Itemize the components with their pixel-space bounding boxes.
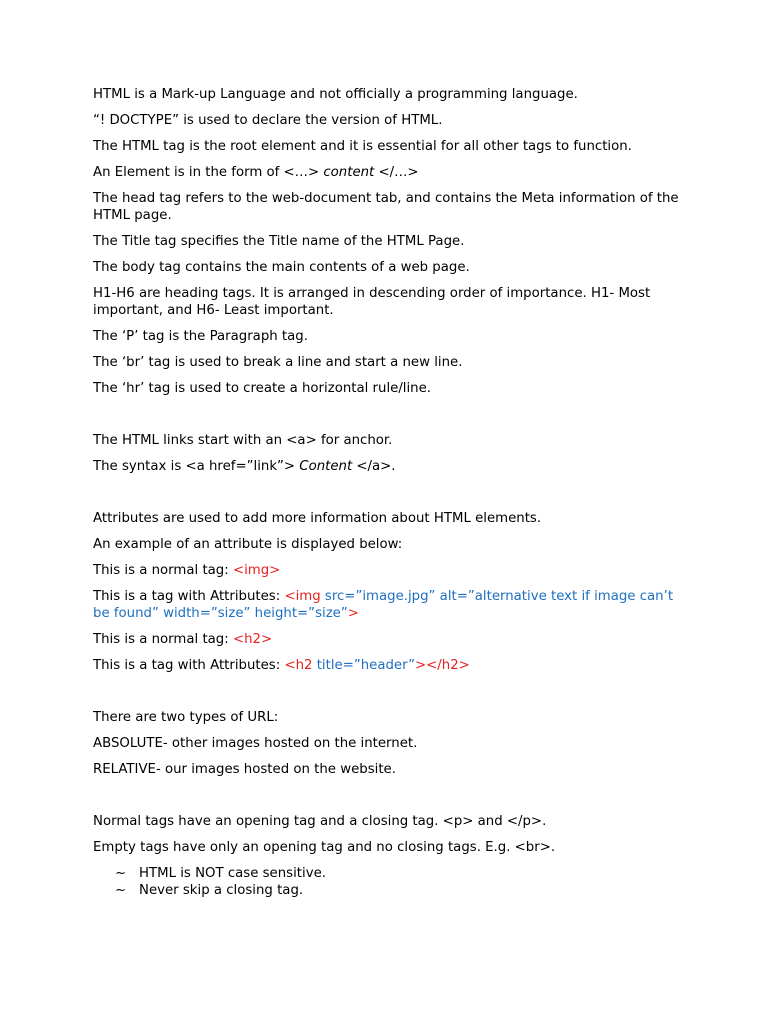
img-close-code: > <box>347 606 359 621</box>
element-form-after: </…> <box>374 165 419 180</box>
h2-attributes-code: title=”header” <box>312 658 416 673</box>
list-item-text: HTML is NOT case sensitive. <box>139 866 326 881</box>
paragraph-br-tag: The ‘br’ tag is used to break a line and start a new line. <box>93 355 463 370</box>
paragraph-normal-img-tag <box>93 562 683 579</box>
h2-tag-code: <h2> <box>232 632 273 647</box>
paragraph-title-tag: The Title tag specifies the Title name of the HTML Page. <box>93 234 465 249</box>
link-syntax-content: Content <box>299 459 353 474</box>
paragraph-url-absolute: ABSOLUTE- other images hosted on the internet. <box>93 736 418 751</box>
paragraph-h2-with-attributes <box>93 657 683 674</box>
paragraph-doctype: “! DOCTYPE” is used to declare the version of HTML. <box>93 113 443 128</box>
element-form-before: An Element is in the form of <…> <box>93 165 324 180</box>
list-item-text: Never skip a closing tag. <box>139 883 304 898</box>
paragraph-url-intro: There are two types of URL: <box>93 710 279 725</box>
paragraph-html-tag: The HTML tag is the root element and it is essential for all other tags to function. <box>93 139 632 154</box>
h2-open-code: <h2 <box>284 658 313 673</box>
paragraph-attributes-example-intro: An example of an attribute is displayed below: <box>93 537 403 552</box>
attributes-tag-label: This is a tag with Attributes: <box>93 589 285 604</box>
paragraph-body-tag: The body tag contains the main contents of a web page. <box>93 260 470 275</box>
paragraph-hr-tag: The ‘hr’ tag is used to create a horizontal rule/line. <box>93 381 432 396</box>
attributes-tag-label: This is a tag with Attributes: <box>93 658 285 673</box>
img-attributes-code: src=”image.jpg” alt=”alternative text if image can’t be found” width=”size” height=”size” <box>93 589 674 621</box>
paragraph-html-definition: HTML is a Mark-up Language and not officially a programming language. <box>93 87 578 102</box>
paragraph-normal-h2-tag <box>93 631 683 648</box>
link-syntax-before: The syntax is <a href=”link”> <box>93 459 300 474</box>
paragraph-img-with-attributes <box>93 588 683 622</box>
document-body <box>93 86 683 899</box>
paragraph-heading-tags: H1-H6 are heading tags. It is arranged in descending order of importance. H1- Most important, and H6- Least important. <box>93 286 651 318</box>
img-open-code: <img <box>284 589 321 604</box>
list-item <box>93 882 683 899</box>
element-form-content: content <box>323 165 375 180</box>
link-syntax-after: </a>. <box>352 459 396 474</box>
tilde-bullet-icon: ~ <box>115 883 127 898</box>
paragraph-head-tag: The head tag refers to the web-document tab, and contains the Meta information of the HTML page. <box>93 191 679 223</box>
paragraph-link-syntax <box>93 458 683 475</box>
img-tag-code: <img> <box>232 563 281 578</box>
paragraph-links-intro: The HTML links start with an <a> for anchor. <box>93 433 393 448</box>
paragraph-url-relative: RELATIVE- our images hosted on the website. <box>93 762 396 777</box>
normal-tag-label: This is a normal tag: <box>93 632 233 647</box>
paragraph-element-form <box>93 164 683 181</box>
paragraph-p-tag: The ‘P’ tag is the Paragraph tag. <box>93 329 308 344</box>
tips-list <box>93 865 683 899</box>
paragraph-empty-tags: Empty tags have only an opening tag and no closing tags. E.g. <br>. <box>93 840 556 855</box>
paragraph-attributes-intro: Attributes are used to add more information about HTML elements. <box>93 511 542 526</box>
tilde-bullet-icon: ~ <box>115 866 127 881</box>
list-item <box>93 865 683 882</box>
paragraph-normal-tags: Normal tags have an opening tag and a closing tag. <p> and </p>. <box>93 814 547 829</box>
h2-close-code: ></h2> <box>415 658 470 673</box>
normal-tag-label: This is a normal tag: <box>93 563 233 578</box>
